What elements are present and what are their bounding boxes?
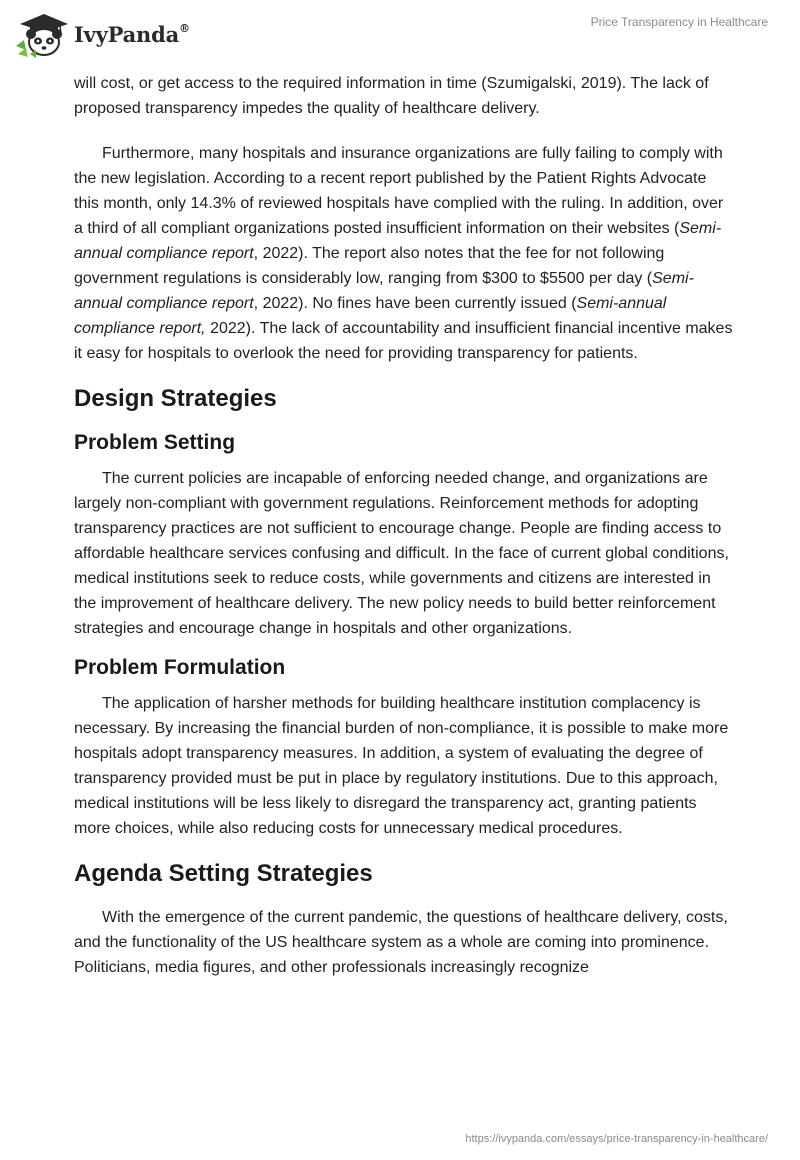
paragraph-compliance: Furthermore, many hospitals and insurance organizations are fully failing to comply with the new legislation. According to a recent report published by the Patient Rights Advocate this month, only 14.3% of reviewed hospitals have complied with the ruling. In addition, over a third of all compliant organizations posted insufficient information on their websites (Semi-annual compliance report, 2022). The report also notes that the fee for not following government regulations is considerably low, ranging from $300 to $5500 per day (Semi-annual compliance report, 2022). No fines have been currently issued (Semi-annual compliance report, 2022). The lack of accountability and insufficient financial incentive makes it easy for hospitals to overlook the need for providing transparency for patients. (74, 145, 733, 362)
panda-graduate-icon (14, 10, 68, 58)
page-header (0, 0, 800, 70)
paragraph-problem-setting: The current policies are incapable of enforcing needed change, and organizations are largely non-compliant with government regulations. Reinforcement methods for adopting transparency practices are not sufficient to encourage change. People are finding access to affordable healthcare services confusing and difficult. In the face of current global conditions, medical institutions seek to reduce costs, while governments and citizens are interested in the improvement of healthcare delivery. The new policy needs to build better reinforcement strategies and encourage change in hospitals and other organizations. (74, 470, 729, 637)
heading-agenda-setting: Agenda Setting Strategies (74, 860, 373, 887)
citation-italic: Semi-annual compliance report, (74, 295, 667, 337)
citation-italic: Semi-annual compliance report (74, 270, 694, 312)
paragraph-agenda-setting: With the emergence of the current pandemic, the questions of healthcare delivery, costs, and the functionality of the US healthcare system as a whole are coming into prominence. Politicians, media figures, and other professionals increasingly recognize (74, 909, 728, 976)
paragraph-problem-formulation: The application of harsher methods for building healthcare institution complacency is necessary. By increasing the financial burden of non-compliance, it is possible to make more hospitals adopt transparency measures. In addition, a system of evaluating the degree of transparency provided must be put in place by regulatory institutions. Due to this approach, medical institutions will be less likely to disregard the transparency act, granting patients more choices, while also reducing costs for unnecessary medical procedures. (74, 695, 729, 837)
ivypanda-logo[interactable] (14, 10, 190, 58)
essay-body (74, 71, 734, 994)
citation-italic: Semi-annual compliance report (74, 220, 722, 262)
heading-problem-setting: Problem Setting (74, 431, 236, 454)
paragraph-continuation: will cost, or get access to the required information in time (Szumigalski, 2019). The lack of proposed transparency impedes the quality of healthcare delivery. (74, 75, 709, 117)
heading-problem-formulation: Problem Formulation (74, 656, 286, 679)
document-title: Price Transparency in Healthcare (590, 15, 768, 29)
heading-design-strategies: Design Strategies (74, 385, 277, 412)
logo-wordmark: IvyPanda® (74, 21, 190, 47)
footer-source-url[interactable]: https://ivypanda.com/essays/price-transparency-in-healthcare/ (465, 1133, 768, 1145)
